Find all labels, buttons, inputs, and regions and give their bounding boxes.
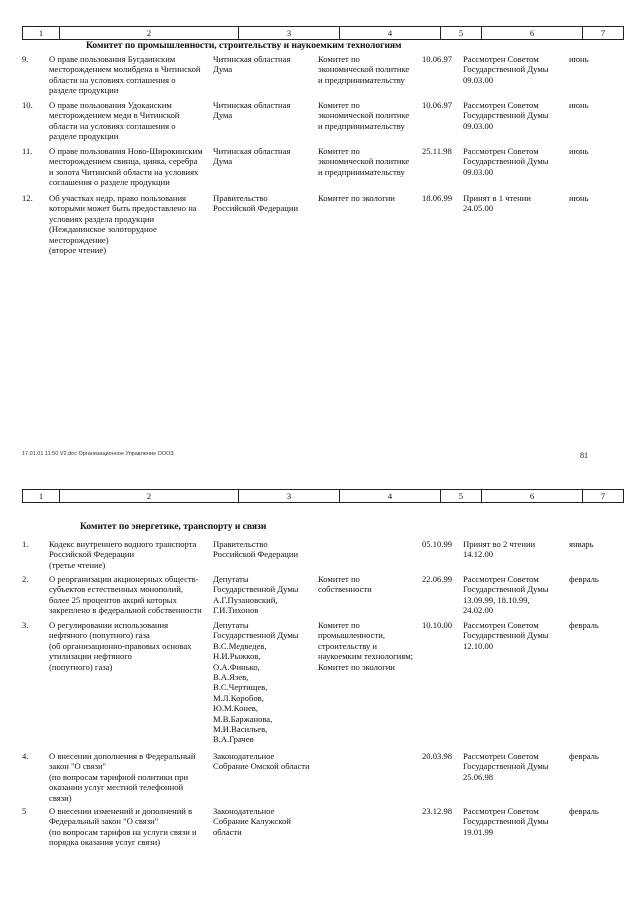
bill-title: О внесении изменений и дополнений в Федеральный закон "О связи" (по вопросам тарифов на услуги связи и порядка оказания услуг связи) [49,806,197,848]
row-number: 4. [22,751,29,761]
bill-committee: Комитет по экономической политике и предпринимательству [318,100,410,131]
bill-status: Принят во 2 чтении 14.12.00 [463,539,536,560]
column-header: 6 [482,490,583,502]
bill-title: О праве пользования Удоканским месторождением меди в Читинской области на условиях соглашения о разделе продукции [49,100,180,142]
bill-title: Об участках недр, право пользования которыми может быть предоставлено на условиях раздела продукции (Нежданинское золоторудное месторождение) (второе чтение) [49,193,197,256]
bill-month: февраль [569,751,599,761]
column-header: 5 [441,490,482,502]
bill-month: январь [569,539,594,549]
bill-month: июнь [569,100,589,110]
row-number: 3. [22,620,29,630]
bill-date: 10.06.97 [422,100,453,110]
column-header: 3 [239,27,340,39]
bill-date: 25.11.98 [422,146,452,156]
column-header: 6 [482,27,583,39]
bill-title: О праве пользования Ново-Широкинским месторождением свинца, цинка, серебра и золота Читинской области на условиях соглашения о разделе продукции [49,146,203,188]
column-header: 1 [23,27,60,39]
bill-committee: Комитет по экологии [318,193,395,203]
bill-status: Рассмотрен Советом Государственной Думы 09.03.00 [463,54,549,85]
bill-author: Читинская областная Дума [213,54,291,75]
bill-status: Принят в 1 чтении 24.05.00 [463,193,531,214]
bill-committee: Комитет по собственности [318,574,372,595]
bill-status: Рассмотрен Советом Государственной Думы 12.10.00 [463,620,549,651]
bill-title: О реорганизации акционерных обществ- субъектов естественных монополий, более 25 процентов акций которых закреплено в федеральной собственности [49,574,202,616]
bill-month: февраль [569,620,599,630]
column-header: 5 [441,27,482,39]
column-header: 2 [60,27,239,39]
bill-author: Читинская областная Дума [213,146,291,167]
bill-status: Рассмотрен Советом Государственной Думы 25.06.98 [463,751,549,782]
section-title: Комитет по энергетике, транспорту и связи [80,522,267,532]
bill-month: июнь [569,193,589,203]
bill-date: 10.06.97 [422,54,453,64]
row-number: 12. [22,193,33,203]
bill-author: Законодательное Собрание Омской области [213,751,310,772]
bill-date: 10.10.00 [422,620,453,630]
row-number: 1. [22,539,29,549]
bill-month: февраль [569,806,599,816]
bill-status: Рассмотрен Советом Государственной Думы 09.03.00 [463,100,549,131]
bill-author: Правительство Российской Федерации [213,539,299,560]
bill-committee: Комитет по промышленности, строительству и наукоемким технологиям; Комитет по экологии [318,620,414,672]
column-header: 7 [600,28,606,38]
column-header: 4 [340,490,441,502]
bill-month: июнь [569,54,589,64]
page-number: 81 [580,451,588,460]
column-header: 2 [60,490,239,502]
bill-title: О праве пользования Бугдаинским месторождением молибдена в Читинской области на условиях соглашения о разделе продукции [49,54,201,96]
bill-date: 23.12.98 [422,806,453,816]
bill-committee: Комитет по экономической политике и предпринимательству [318,146,410,177]
bill-date: 20.03.98 [422,751,453,761]
row-number: 10. [22,100,33,110]
bill-status: Рассмотрен Советом Государственной Думы 19.01.99 [463,806,549,837]
bill-author: Депутаты Государственной Думы В.С.Медведев, Н.И.Рыжков, О.А.Финько, В.А.Язев, В.С.Чертищев, М.Л.Коробов, Ю.М.Конев, М.В.Баржанова, М.И.Васильев, В.А.Грачев [213,620,299,745]
bill-author: Читинская областная Дума [213,100,291,121]
bill-title: Кодекс внутреннего водного транспорта Российской Федерации (третье чтение) [49,539,197,570]
bill-date: 22.06.99 [422,574,453,584]
row-number: 2. [22,574,29,584]
column-header-row [22,26,624,40]
bill-date: 18.06.99 [422,193,453,203]
column-header: 3 [239,490,340,502]
bill-author: Законодательное Собрание Калужской области [213,806,291,837]
column-header: 7 [600,491,606,501]
page-footer: 17.01.01 11:50 V2.doc Организационное Управление ОООЗ [22,451,174,457]
bill-status: Рассмотрен Советом Государственной Думы 09.03.00 [463,146,549,177]
row-number: 11. [22,146,33,156]
bill-committee: Комитет по экономической политике и предпринимательству [318,54,410,85]
row-number: 5 [22,806,27,816]
bill-author: Депутаты Государственной Думы А.Г.Пузановский, Г.И.Тихонов [213,574,299,616]
bill-month: июнь [569,146,589,156]
bill-title: О внесении дополнения в Федеральный закон "О связи" (по вопросам тарифной политики при оказании услуг местной телефонной связи) [49,751,196,803]
column-header-row [22,489,624,503]
bill-title: О регулировании использования нефтяного (попутного) газа (об организационно-правовых основах утилизации нефтяного (попутного) газа) [49,620,192,672]
row-number: 9. [22,54,29,64]
bill-month: февраль [569,574,599,584]
section-title: Комитет по промышленности, строительству и наукоемким технологиям [86,41,402,51]
column-header: 1 [23,490,60,502]
bill-status: Рассмотрен Советом Государственной Думы 13.09.99, 18.10.99, 24.02.00 [463,574,549,616]
bill-author: Правительство Российской Федерации [213,193,299,214]
bill-date: 05.10.99 [422,539,453,549]
column-header: 4 [340,27,441,39]
